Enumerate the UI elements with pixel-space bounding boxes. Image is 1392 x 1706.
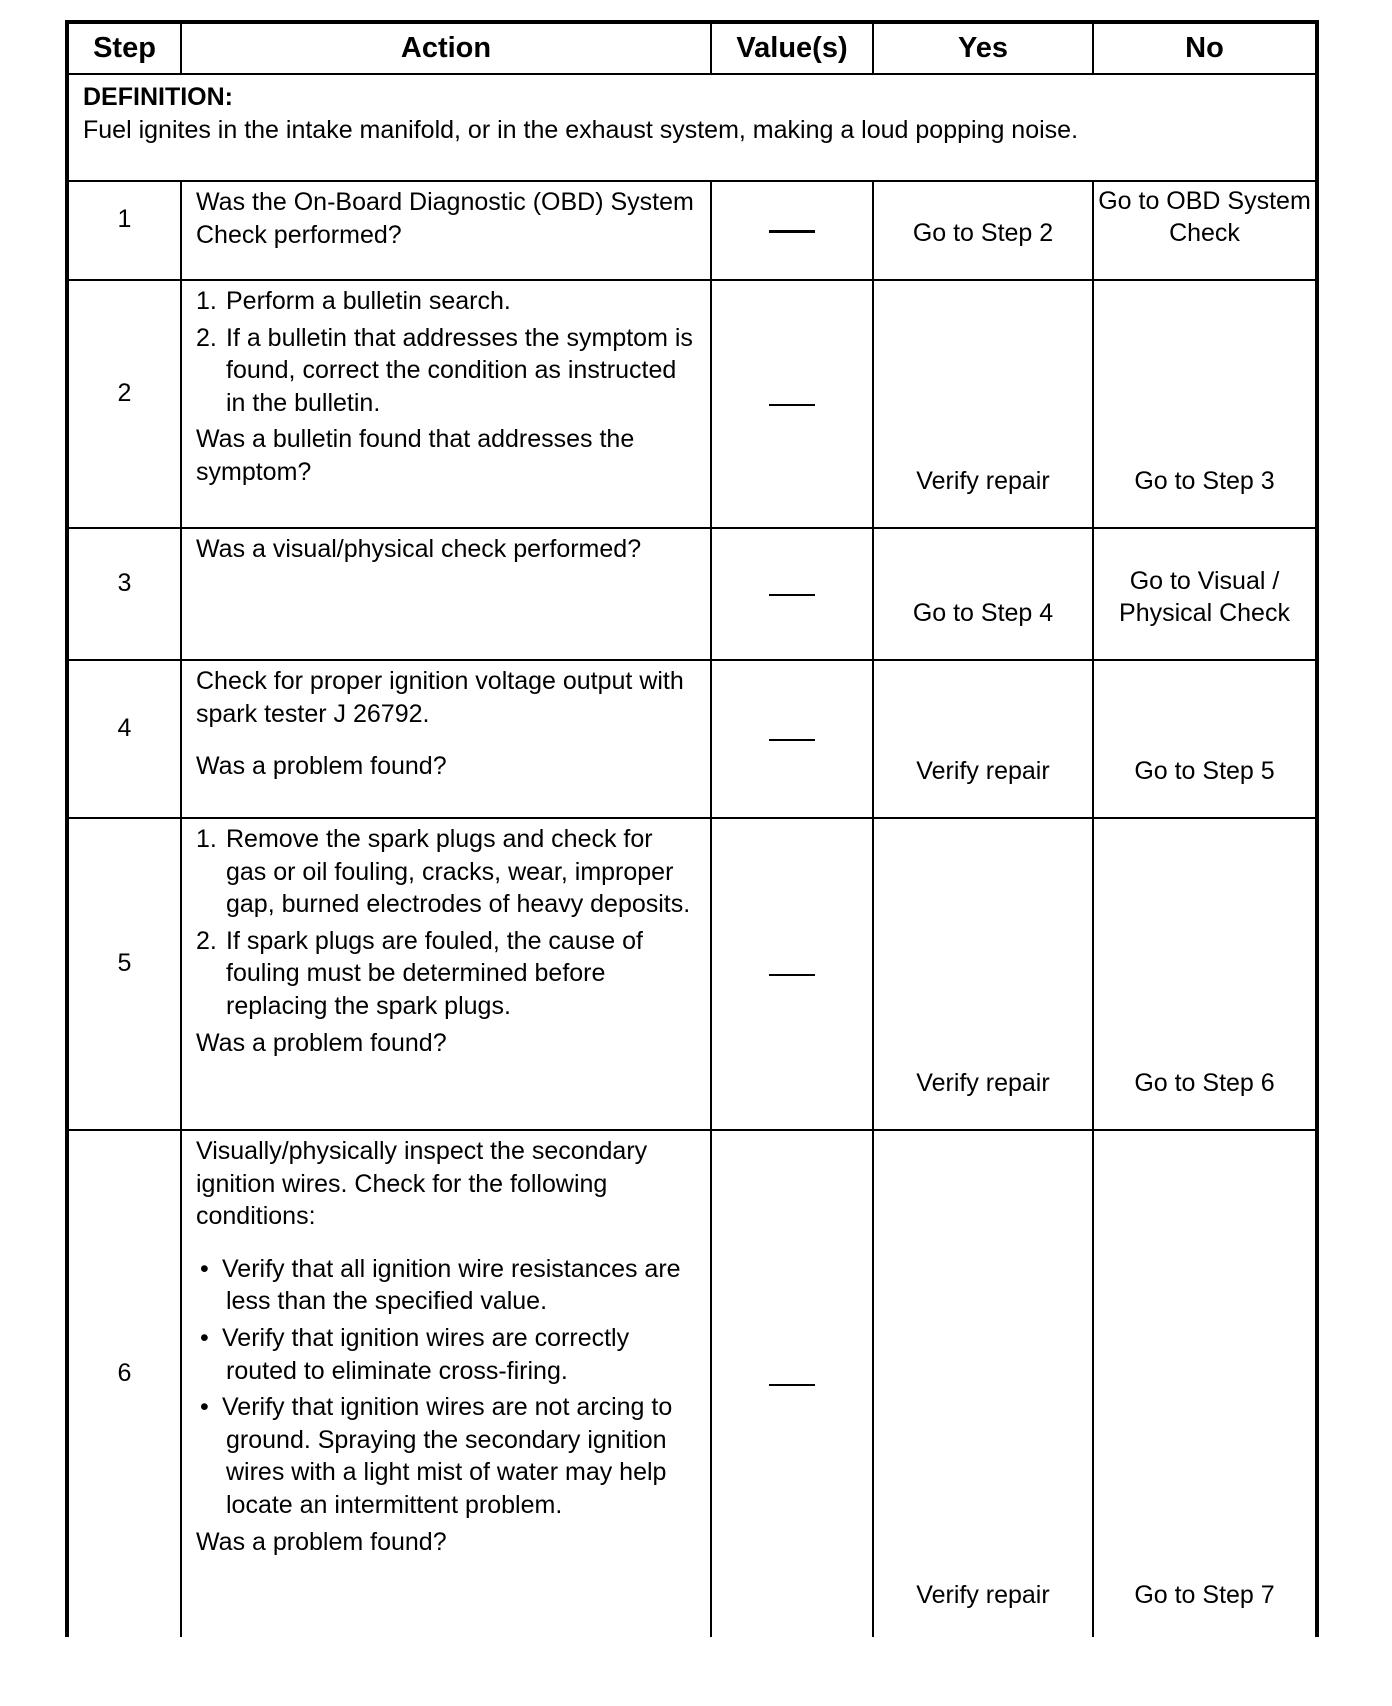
action-cell [181, 528, 711, 660]
value-cell [711, 1130, 873, 1637]
table-row [67, 528, 1317, 660]
action-cell [181, 280, 711, 528]
table-row [67, 280, 1317, 528]
action-question: Was a bulletin found that addresses the symptom? [196, 425, 635, 486]
table-row [67, 181, 1317, 280]
action-cell [181, 1130, 711, 1637]
action-question: Was the On-Board Diagnostic (OBD) System Check performed? [196, 188, 694, 249]
definition-row [67, 74, 1317, 181]
yes-cell: Verify repair [873, 1130, 1093, 1637]
dash [769, 974, 815, 977]
value-cell [711, 181, 873, 280]
action-intro: Visually/physically inspect the secondary ignition wires. Check for the following conditions: [196, 1137, 648, 1231]
dash [769, 739, 815, 742]
no-cell: Go to Step 7 [1093, 1130, 1317, 1637]
step-number: 6 [67, 1130, 181, 1637]
value-cell [711, 280, 873, 528]
step-number: 1 [67, 181, 181, 280]
numbered-item: 1. Perform a bulletin search. [196, 287, 511, 315]
bullet-item: • Verify that ignition wires are not arcing to ground. Spraying the secondary ignition wires with a light mist of water may help locate an intermittent problem. [200, 1393, 673, 1519]
table-row [67, 1130, 1317, 1637]
action-question: Was a problem found? [196, 1527, 447, 1556]
action-question: Was a visual/physical check performed? [196, 535, 642, 563]
numbered-item: 2. If a bulletin that addresses the symptom is found, correct the condition as instructed in the bulletin. [196, 323, 693, 417]
dash [769, 594, 815, 597]
action-question: Was a problem found? [196, 752, 447, 781]
yes-cell: Verify repair [873, 660, 1093, 818]
action-cell [181, 181, 711, 280]
bullet-item: • Verify that ignition wires are correctly routed to eliminate cross-firing. [200, 1323, 630, 1385]
no-cell: Go to Step 5 [1093, 660, 1317, 818]
action-cell [181, 818, 711, 1130]
dash [769, 230, 815, 233]
diagnostic-table [65, 20, 1319, 1637]
numbered-item: 1. Remove the spark plugs and check for gas or oil fouling, cracks, wear, improper gap, burned electrodes of heavy deposits. [196, 825, 691, 919]
step-number: 5 [67, 818, 181, 1130]
dash [769, 404, 815, 407]
yes-cell: Verify repair [873, 280, 1093, 528]
numbered-item: 2. If spark plugs are fouled, the cause of fouling must be determined before replacing the spark plugs. [196, 926, 643, 1020]
header-action: Action [181, 22, 711, 74]
table-row [67, 818, 1317, 1130]
yes-cell: Go to Step 2 [873, 181, 1093, 280]
definition-text: Fuel ignites in the intake manifold, or in the exhaust system, making a loud popping noise. [83, 115, 1079, 144]
step-number: 3 [67, 528, 181, 660]
yes-cell: Go to Step 4 [873, 528, 1093, 660]
header-yes: Yes [873, 22, 1093, 74]
step-number: 4 [67, 660, 181, 818]
no-cell: Go to Step 3 [1093, 280, 1317, 528]
header-row [67, 22, 1317, 74]
no-cell: Go to Visual / Physical Check [1093, 528, 1317, 660]
yes-cell: Verify repair [873, 818, 1093, 1130]
action-question: Was a problem found? [196, 1028, 447, 1057]
header-values: Value(s) [711, 22, 873, 74]
step-number: 2 [67, 280, 181, 528]
value-cell [711, 528, 873, 660]
no-cell: Go to OBD System Check [1093, 181, 1317, 280]
action-intro: Check for proper ignition voltage output with spark tester J 26792. [196, 667, 684, 728]
bullet-item: • Verify that all ignition wire resistances are less than the specified value. [200, 1254, 681, 1316]
action-cell [181, 660, 711, 818]
header-no: No [1093, 22, 1317, 74]
dash [769, 1384, 815, 1387]
value-cell [711, 660, 873, 818]
no-cell: Go to Step 6 [1093, 818, 1317, 1130]
value-cell [711, 818, 873, 1130]
table-row [67, 660, 1317, 818]
definition-label: DEFINITION: [83, 83, 233, 111]
header-step: Step [67, 22, 181, 74]
